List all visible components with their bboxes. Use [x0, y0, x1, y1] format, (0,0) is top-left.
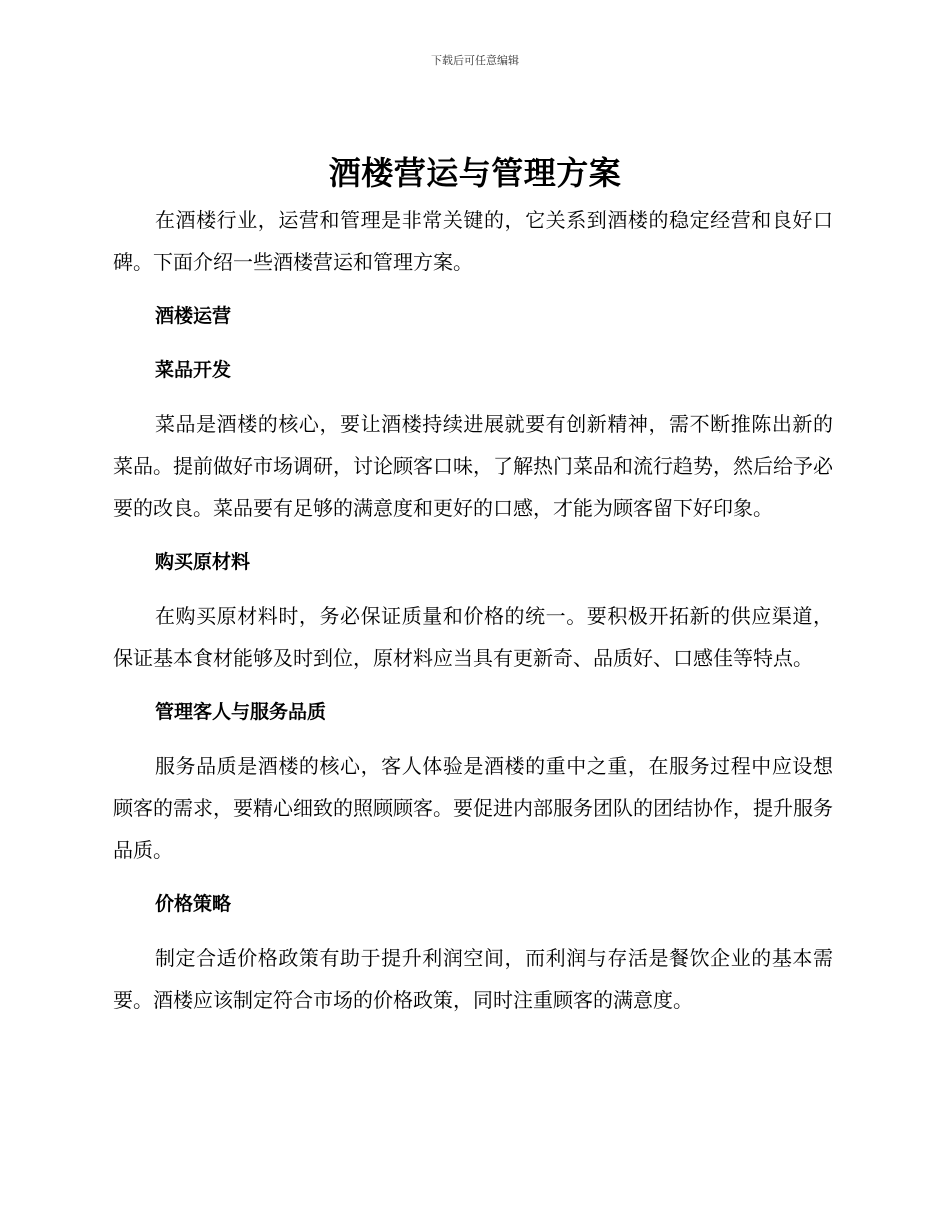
paragraph-raw-materials: 在购买原材料时，务必保证质量和价格的统一。要积极开拓新的供应渠道，保证基本食材能够及时到位，原材料应当具有更新奇、品质好、口感佳等特点。: [113, 604, 833, 670]
document-body: [113, 199, 833, 1033]
subsection-heading-pricing: 价格策略: [155, 893, 232, 915]
document-title: 酒楼营运与管理方案: [328, 154, 622, 192]
intro-paragraph: 在酒楼行业，运营和管理是非常关键的，它关系到酒楼的稳定经营和良好口碑。下面介绍一些酒楼营运和管理方案。: [113, 208, 833, 274]
paragraph-service-quality: 服务品质是酒楼的核心，客人体验是酒楼的重中之重，在服务过程中应设想顾客的需求，要精心细致的照顾顾客。要促进内部服务团队的团结协作，提升服务品质。: [113, 754, 833, 862]
subsection-heading-raw-materials: 购买原材料: [155, 551, 251, 573]
paragraph-pricing: 制定合适价格政策有助于提升利润空间，而利润与存活是餐饮企业的基本需要。酒楼应该制定符合市场的价格政策，同时注重顾客的满意度。: [113, 946, 833, 1012]
subsection-heading-dish-development: 菜品开发: [155, 359, 232, 381]
section-heading-operations: 酒楼运营: [155, 305, 232, 327]
page-header-note: 下载后可任意编辑: [431, 54, 519, 67]
subsection-heading-service-quality: 管理客人与服务品质: [155, 701, 327, 723]
paragraph-dish-development: 菜品是酒楼的核心，要让酒楼持续进展就要有创新精神，需不断推陈出新的菜品。提前做好市场调研，讨论顾客口味，了解热门菜品和流行趋势，然后给予必要的改良。菜品要有足够的满意度和更好的口感，才能为顾客留下好印象。: [113, 412, 833, 520]
